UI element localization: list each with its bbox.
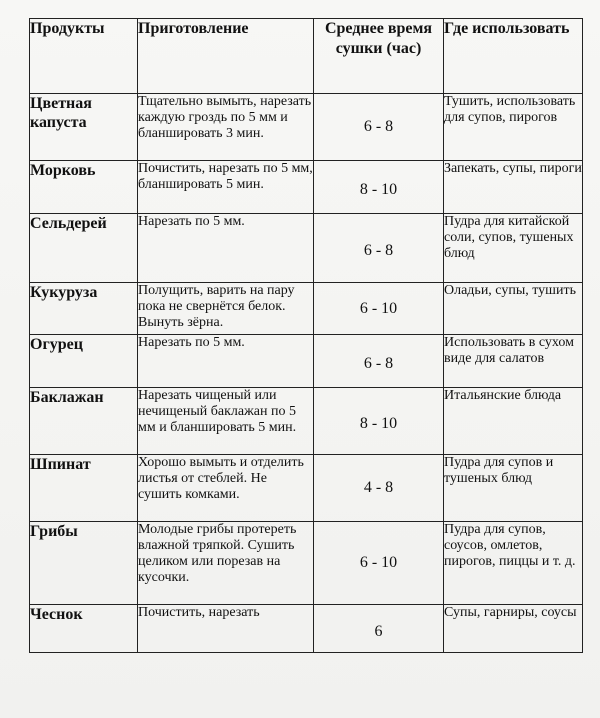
- header-use: Где использовать: [444, 19, 583, 94]
- table-row: [30, 605, 583, 653]
- cell-preparation: Нарезать по 5 мм.: [138, 214, 314, 283]
- cell-preparation: Нарезать по 5 мм.: [138, 335, 314, 388]
- cell-drying-time: 6 - 8: [314, 94, 444, 161]
- cell-preparation: Почистить, нарезать по 5 мм, бланшировать 5 мин.: [138, 161, 314, 214]
- table-row: [30, 161, 583, 214]
- cell-use: Пудра для супов и тушеных блюд: [444, 455, 583, 522]
- cell-preparation: Нарезать чищеный или нечищеный баклажан по 5 мм и бланшировать 5 мин.: [138, 388, 314, 455]
- drying-table: [29, 18, 583, 653]
- cell-use: Итальянские блюда: [444, 388, 583, 455]
- header-product: Продукты: [30, 19, 138, 94]
- cell-preparation: Молодые грибы протереть влажной тряпкой. Сушить целиком или порезав на кусочки.: [138, 522, 314, 605]
- cell-drying-time: 6 - 8: [314, 335, 444, 388]
- cell-drying-time: 8 - 10: [314, 161, 444, 214]
- cell-preparation: Хорошо вымыть и отделить листья от стеблей. Не сушить комками.: [138, 455, 314, 522]
- table-row: [30, 522, 583, 605]
- table-row: [30, 214, 583, 283]
- cell-use: Тушить, использовать для супов, пирогов: [444, 94, 583, 161]
- cell-product: Кукуруза: [30, 283, 138, 335]
- cell-preparation: Почистить, нарезать: [138, 605, 314, 653]
- cell-drying-time: 4 - 8: [314, 455, 444, 522]
- table-row: [30, 455, 583, 522]
- cell-drying-time: 6: [314, 605, 444, 653]
- cell-product: Шпинат: [30, 455, 138, 522]
- cell-drying-time: 6 - 10: [314, 522, 444, 605]
- cell-product: Цветная капуста: [30, 94, 138, 161]
- table-row: [30, 335, 583, 388]
- table-header-row: [30, 19, 583, 94]
- table-row: [30, 388, 583, 455]
- cell-drying-time: 6 - 8: [314, 214, 444, 283]
- cell-preparation: Тщательно вымыть, нарезать каждую гроздь по 5 мм и бланшировать 3 мин.: [138, 94, 314, 161]
- cell-product: Чеснок: [30, 605, 138, 653]
- cell-drying-time: 6 - 10: [314, 283, 444, 335]
- cell-use: Пудра для китайской соли, супов, тушеных блюд: [444, 214, 583, 283]
- cell-use: Пудра для супов, соусов, омлетов, пирогов, пиццы и т. д.: [444, 522, 583, 605]
- cell-product: Грибы: [30, 522, 138, 605]
- table-row: [30, 94, 583, 161]
- cell-preparation: Полущить, варить на пару пока не свернётся белок. Вынуть зёрна.: [138, 283, 314, 335]
- cell-use: Супы, гарниры, соусы: [444, 605, 583, 653]
- cell-product: Сельдерей: [30, 214, 138, 283]
- table-row: [30, 283, 583, 335]
- cell-drying-time: 8 - 10: [314, 388, 444, 455]
- cell-product: Огурец: [30, 335, 138, 388]
- cell-use: Запекать, супы, пироги: [444, 161, 583, 214]
- cell-use: Использовать в сухом виде для салатов: [444, 335, 583, 388]
- header-preparation: Приготовление: [138, 19, 314, 94]
- cell-use: Оладьи, супы, тушить: [444, 283, 583, 335]
- cell-product: Морковь: [30, 161, 138, 214]
- cell-product: Баклажан: [30, 388, 138, 455]
- header-drying-time: Среднее время сушки (час): [314, 19, 444, 94]
